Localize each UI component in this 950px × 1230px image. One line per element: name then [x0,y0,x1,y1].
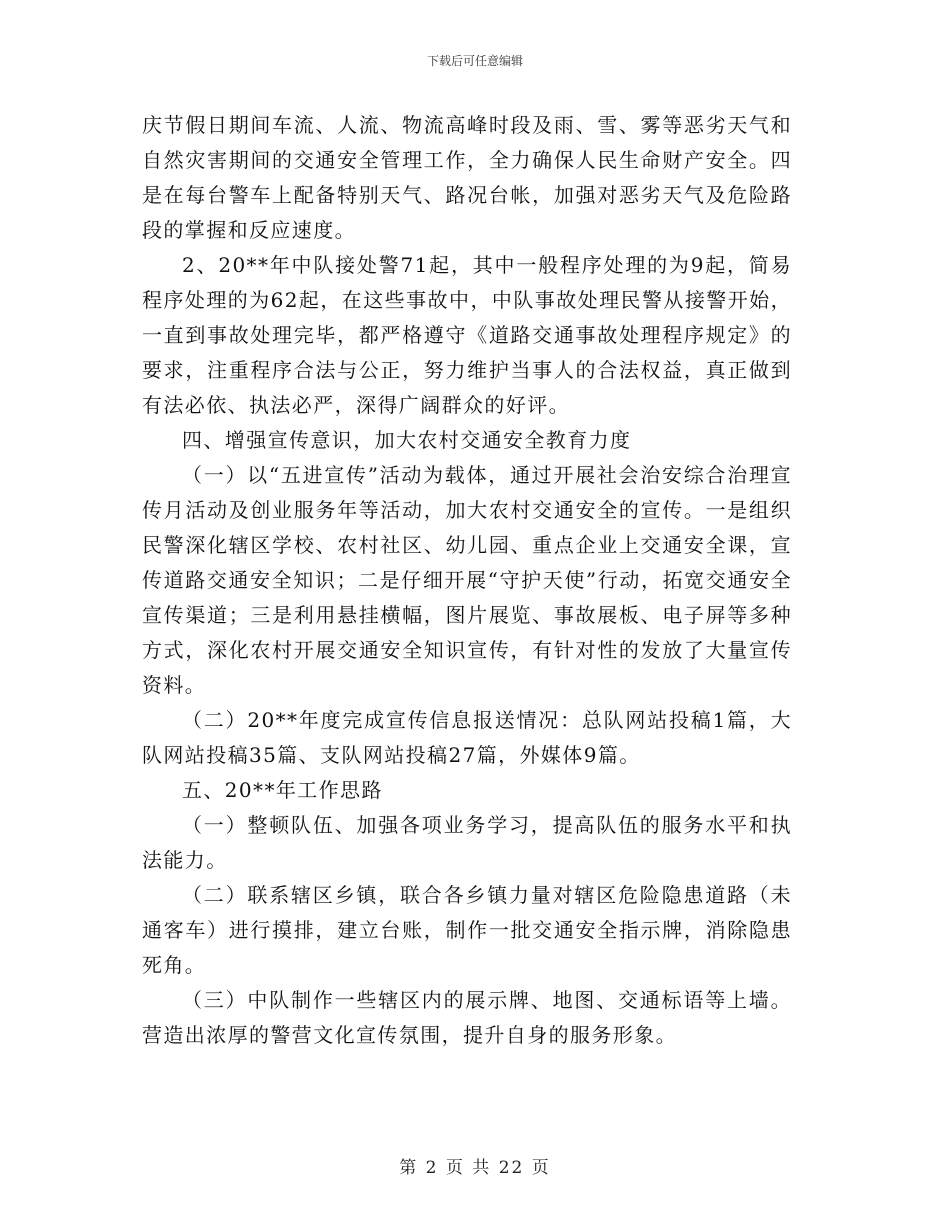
paragraph-plan-item-2: （二）联系辖区乡镇，联合各乡镇力量对辖区危险隐患道路（未通客车）进行摸排，建立台账，制作一批交通安全指示牌，消除隐患死角。 [142,883,792,977]
section-heading-work-plan: 五、20**年工作思路 [182,778,383,802]
paragraph-plan-item-3: （三）中队制作一些辖区内的展示牌、地图、交通标语等上墙。营造出浓厚的警营文化宣传氛围，提升自身的服务形象。 [142,988,792,1047]
paragraph-publicity-submissions: （二）20**年度完成宣传信息报送情况：总队网站投稿1篇，大队网站投稿35篇、支队网站投稿27篇，外媒体9篇。 [142,708,792,767]
page-header-note: 下载后可任意编辑 [426,54,523,68]
document-body [142,108,792,1053]
paragraph-accident-handling: 2、20**年中队接处警71起，其中一般程序处理的为9起，简易程序处理的为62起，在这些事故中，中队事故处理民警从接警开始，一直到事故处理完毕，都严格遵守《道路交通事故处理程序规定》的要求，注重程序合法与公正，努力维护当事人的合法权益，真正做到有法必依、执法必严，深得广阔群众的好评。 [142,253,792,417]
page-number-footer: 第 2 页 共 22 页 [399,1158,551,1178]
paragraph-plan-item-1: （一）整顿队伍、加强各项业务学习，提高队伍的服务水平和执法能力。 [142,813,792,872]
paragraph-continuation: 庆节假日期间车流、人流、物流高峰时段及雨、雪、雾等恶劣天气和自然灾害期间的交通安全管理工作，全力确保人民生命财产安全。四是在每台警车上配备特别天气、路况台帐，加强对恶劣天气及危险路段的掌握和反应速度。 [142,113,792,242]
section-heading-publicity: 四、增强宣传意识，加大农村交通安全教育力度 [182,428,632,452]
paragraph-publicity-activities: （一）以“五进宣传”活动为载体，通过开展社会治安综合治理宣传月活动及创业服务年等活动，加大农村交通安全的宣传。一是组织民警深化辖区学校、农村社区、幼儿园、重点企业上交通安全课，宣传道路交通安全知识；二是仔细开展“守护天使”行动，拓宽交通安全宣传渠道；三是利用悬挂横幅，图片展览、事故展板、电子屏等多种方式，深化农村开展交通安全知识宣传，有针对性的发放了大量宣传资料。 [142,463,792,697]
